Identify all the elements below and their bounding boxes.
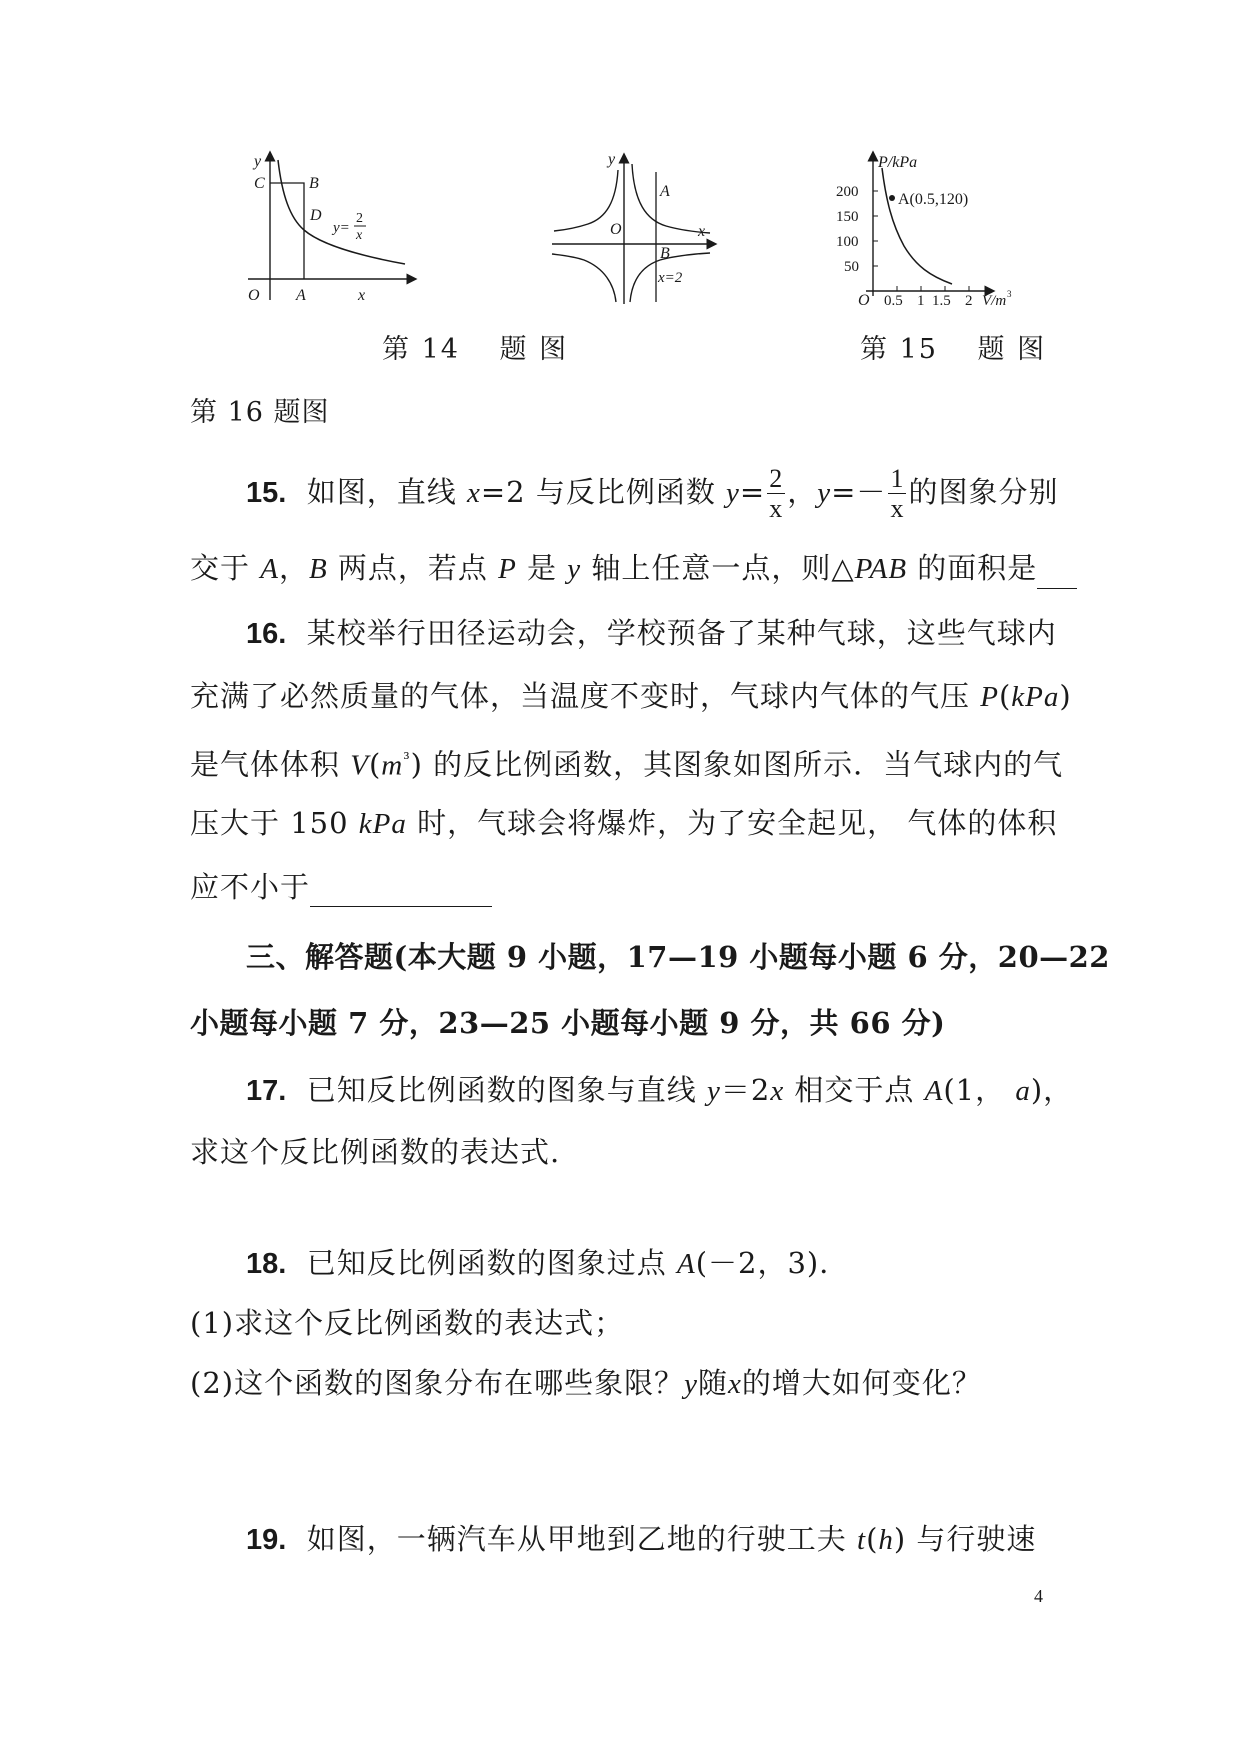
q15-y1: y xyxy=(726,477,740,509)
q16-l2c: ( xyxy=(998,679,1012,713)
fig16-y-tick-50: 50 xyxy=(844,259,859,275)
fig14-a-label: A xyxy=(296,287,306,304)
q15-y-axis: y xyxy=(567,553,582,585)
q16-l4a: 压大于 150 xyxy=(190,806,359,840)
q15-answer-blank[interactable] xyxy=(1037,558,1077,589)
fig16-x-tick-1.5: 1.5 xyxy=(932,293,951,305)
pressure-volume-curve xyxy=(882,168,952,284)
q18-l3e: 的增大如何变化？ xyxy=(741,1366,982,1400)
q16-volume: V xyxy=(350,749,369,782)
point-a xyxy=(889,195,895,201)
fig15-b-label: B xyxy=(660,245,670,262)
q16-kpa-unit-2: kPa xyxy=(358,808,407,840)
fig16-point-label: A(0.5,120) xyxy=(898,191,969,208)
q18-line-2: (1)求这个反比例函数的表达式； xyxy=(190,1306,625,1340)
q16-pressure: P xyxy=(980,681,999,713)
fig16-x-tick-1: 1 xyxy=(917,293,925,305)
section-3-heading-line-1: 三、解答题(本大题 9 小题，17—19 小题每小题 6 分，20—22 xyxy=(246,940,1110,974)
fig14-d-label: D xyxy=(310,207,322,224)
q19-l1c: ( xyxy=(866,1522,879,1556)
q17-x: x xyxy=(770,1075,785,1107)
q15-number: 15. xyxy=(246,477,287,509)
q15-point-b: B xyxy=(308,553,328,585)
q17-point-a: A xyxy=(924,1075,944,1107)
q16-l5: 应不小于 xyxy=(190,870,311,904)
q17-l1a: 已知反比例函数的图象与直线 xyxy=(306,1073,707,1107)
q16-l3a: 是气体体积 xyxy=(190,747,351,782)
q19-h: h xyxy=(878,1524,894,1556)
q19-number: 19. xyxy=(246,1524,287,1556)
fig15-a-label: A xyxy=(660,183,670,200)
fig14-o-label: O xyxy=(248,287,260,304)
figure-14 xyxy=(240,150,420,305)
q15-f2-num: 1 xyxy=(890,464,905,493)
hyperbola-curve xyxy=(278,160,405,264)
q18-point-a: A xyxy=(677,1248,696,1280)
q15-eq1: = xyxy=(739,475,766,509)
q17-number: 17. xyxy=(246,1075,287,1107)
rectangle-oabc xyxy=(270,183,304,279)
q16-l3f: ) 的反比例函数，其图象如图所示．当气球内的气 xyxy=(410,747,1064,782)
q16-line-5 xyxy=(190,867,1050,907)
q16-l3c: ( xyxy=(368,747,382,782)
q15-l2b: ， xyxy=(278,551,309,585)
q17-line-1 xyxy=(246,1070,1074,1111)
caption-figure-14: 第 14 题 图 xyxy=(382,334,569,365)
fig16-x-axis-sup: 3 xyxy=(1007,289,1012,299)
q15-point-a: A xyxy=(260,553,279,585)
fig16-x-tick-2: 2 xyxy=(965,293,973,305)
q18-l3c: 随 xyxy=(697,1366,728,1400)
q17-line-2: 求这个反比例函数的表达式. xyxy=(190,1135,561,1169)
q15-fraction-2 xyxy=(888,466,906,522)
fig15-line-label: x=2 xyxy=(658,270,683,286)
curve-y-2-over-x-q3 xyxy=(552,254,616,302)
q16-line-2 xyxy=(190,676,1072,717)
q16-l4c: 时，气球会将爆炸，为了安全起见， 气体的体积 xyxy=(406,806,1058,840)
fig16-x-tick-0.5: 0.5 xyxy=(884,293,903,305)
section-3-heading-line-2: 小题每小题 7 分，23—25 小题每小题 9 分，共 66 分) xyxy=(190,1006,946,1040)
q17-l1i: )， xyxy=(1030,1073,1074,1107)
q17-l1g: (1， xyxy=(943,1073,1016,1107)
caption-figure-15: 第 15 题 图 xyxy=(860,334,1047,365)
q18-line-3 xyxy=(190,1363,1050,1404)
q18-l1a: 已知反比例函数的图象过点 xyxy=(306,1246,677,1280)
q15-eq2: =－ xyxy=(831,475,887,509)
curve-y-minus-1-over-x-q2 xyxy=(554,170,618,231)
q16-answer-blank[interactable] xyxy=(310,876,492,907)
fig16-y-axis-label: P/kPa xyxy=(878,154,918,171)
caption-figure-16: 第 16 题图 xyxy=(190,397,330,428)
q15-l2f: 的面积是 xyxy=(907,551,1038,585)
fig16-y-tick-150: 150 xyxy=(836,209,859,225)
x-tick-marks xyxy=(897,286,969,291)
q18-l3a: (2)这个函数的图象分布在哪些象限？ xyxy=(190,1366,685,1400)
q15-text-1: 如图，直线 xyxy=(306,475,467,509)
q17-l1e: 相交于点 xyxy=(784,1073,925,1107)
q18-x: x xyxy=(727,1368,742,1400)
q15-f2-den: x xyxy=(890,494,905,523)
q18-line-1 xyxy=(246,1243,1050,1284)
q15-fraction-1 xyxy=(767,466,785,522)
q15-l2c: 两点，若点 xyxy=(327,551,499,585)
q15-text-3: 的图象分别 xyxy=(908,475,1059,509)
fig15-o-label: O xyxy=(610,221,622,238)
q17-y: y xyxy=(707,1075,721,1107)
q15-comma: ， xyxy=(787,475,818,509)
q18-l1c: (－2，3)． xyxy=(695,1246,850,1280)
q15-f1-num: 2 xyxy=(769,464,784,493)
q19-t: t xyxy=(857,1524,867,1556)
q15-l2e: 轴上任意一点，则△ xyxy=(581,551,855,585)
q15-triangle: PAB xyxy=(854,553,908,585)
fig14-c-label: C xyxy=(254,175,265,192)
fig14-b-label: B xyxy=(309,175,319,192)
q16-m-unit-sup: ³ xyxy=(403,749,411,768)
q19-line-1 xyxy=(246,1519,1050,1560)
figure-15 xyxy=(548,152,718,307)
q16-line-3 xyxy=(190,739,1064,786)
q17-a: a xyxy=(1015,1075,1031,1107)
q16-l2a: 充满了必然质量的气体，当温度不变时，气球内气体的气压 xyxy=(190,679,981,713)
q16-number: 16. xyxy=(246,618,287,650)
q19-l1a: 如图，一辆汽车从甲地到乙地的行驶工夫 xyxy=(306,1522,857,1556)
q16-m-unit: m xyxy=(381,749,404,782)
q16-line-1 xyxy=(246,613,1057,654)
q15-text-2: =2 与反比例函数 xyxy=(480,475,727,509)
fig14-equation-lhs: y= xyxy=(333,220,350,236)
q18-y: y xyxy=(684,1368,698,1400)
q16-kpa-unit: kPa xyxy=(1011,681,1060,713)
fig14-y-label: y xyxy=(254,153,262,170)
q17-l1c: ＝2 xyxy=(720,1073,771,1107)
q15-l2a: 交于 xyxy=(190,551,261,585)
fig16-o-label: O xyxy=(858,292,870,305)
q16-text-1: 某校举行田径运动会，学校预备了某种气球，这些气球内 xyxy=(306,616,1057,650)
fig16-x-axis-label: V/m xyxy=(982,293,1007,305)
q15-f1-den: x xyxy=(769,494,784,523)
fig16-y-tick-100: 100 xyxy=(836,234,859,250)
q15-x: x xyxy=(466,477,481,509)
fig16-y-tick-200: 200 xyxy=(836,184,859,200)
fig14-x-label: x xyxy=(358,287,366,304)
q15-line-2 xyxy=(190,548,1050,589)
q19-l1e: ) 与行驶速 xyxy=(893,1522,1037,1556)
q15-y2: y xyxy=(817,477,832,509)
q16-line-4 xyxy=(190,803,1058,844)
fig14-equation-num: 2 xyxy=(356,211,363,226)
q16-l2e: ) xyxy=(1059,679,1072,713)
q18-number: 18. xyxy=(246,1248,287,1280)
fig15-x-label: x xyxy=(698,223,706,240)
fig15-y-label: y xyxy=(608,152,616,168)
q15-l2d: 是 xyxy=(516,551,568,585)
q15-point-p: P xyxy=(498,553,517,585)
fig14-equation-den: x xyxy=(356,228,363,243)
q15-line-1 xyxy=(246,464,1059,523)
figure-16 xyxy=(820,150,1020,305)
y-tick-marks xyxy=(873,191,878,266)
page-number: 4 xyxy=(1034,1586,1043,1606)
